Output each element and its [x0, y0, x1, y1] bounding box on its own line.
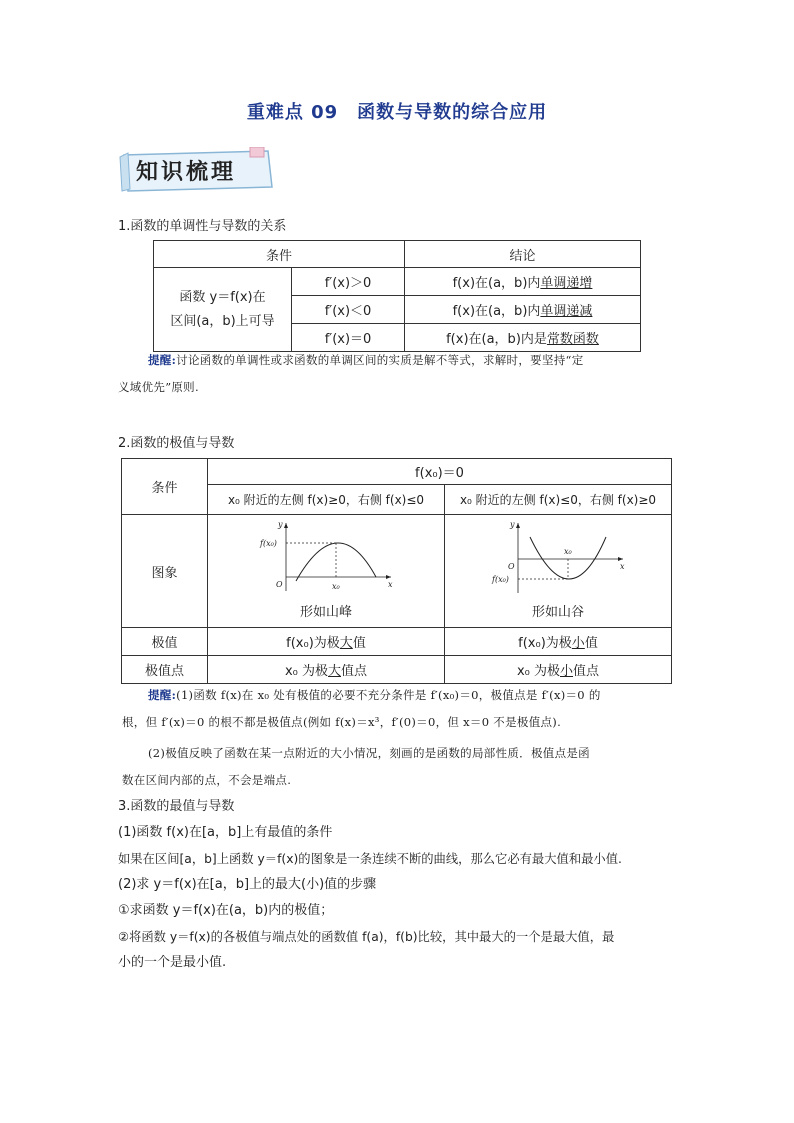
min-value: [445, 628, 672, 656]
left-condition: x₀ 附近的左侧 f(x)≥0，右侧 f(x)≤0: [208, 485, 445, 515]
header-conclusion: 结论: [405, 241, 641, 268]
key: 小: [571, 636, 585, 651]
text: 值点: [341, 664, 368, 679]
note-text: 数在区间内部的点，不会是端点.: [122, 773, 292, 787]
conclusion-prefix: f(x)在(a，b)内: [452, 304, 541, 319]
note-text: (2)极值反映了函数在某一点附近的大小情况，刻画的是函数的局部性质．极值点是函: [148, 746, 590, 760]
section-3: [118, 794, 683, 976]
condition-cell: [154, 268, 292, 352]
header-condition: 条件: [154, 241, 405, 268]
fx0-label: f(x₀): [492, 575, 509, 584]
conclusion-decreasing: [405, 296, 641, 324]
max-point: [208, 656, 445, 684]
valley-graph-cell: [445, 515, 672, 628]
note-label: 提醒:: [148, 688, 177, 702]
note-1: [118, 347, 676, 401]
note-text: (1)函数 f(x)在 x₀ 处有极值的必要不充分条件是 f′(x₀)＝0，极值点是 f′(x)＝0 的: [176, 688, 601, 702]
axis-y-label: y: [278, 520, 283, 529]
section-banner: [118, 147, 276, 193]
graph-label: 图象: [122, 515, 208, 628]
origin-label: O: [508, 562, 515, 571]
fx0-label: f(x₀): [260, 539, 277, 548]
s3-line-4: ①求函数 y＝f(x)在(a，b)内的极值；: [118, 903, 334, 918]
banner-label: 知识梳理: [136, 159, 237, 185]
derivative-zero: f′(x)＝0: [292, 324, 405, 352]
condition-line-1: 函数 y＝f(x)在: [179, 289, 266, 305]
section-2-heading: 2.函数的极值与导数: [118, 436, 235, 451]
right-condition: x₀ 附近的左侧 f(x)≤0，右侧 f(x)≥0: [445, 485, 672, 515]
axis-y-label: y: [510, 520, 515, 529]
x0-label: x₀: [332, 582, 340, 591]
condition-line-2: 区间(a，b)上可导: [170, 313, 275, 329]
text: 值: [584, 636, 598, 651]
note-2: [122, 682, 678, 794]
derivative-negative: f′(x)＜0: [292, 296, 405, 324]
extrema-table: [121, 458, 672, 684]
conclusion-increasing: [405, 268, 641, 296]
key: 大: [339, 636, 353, 651]
section-3-heading: 3.函数的最值与导数: [118, 799, 235, 814]
conclusion-prefix: f(x)在(a，b)内是: [446, 332, 547, 347]
s3-line-2: 如果在区间[a，b]上函数 y＝f(x)的图象是一条连续不断的曲线，那么它必有最大值和最小值.: [118, 852, 622, 866]
extreme-label: 极值: [122, 628, 208, 656]
page-title: 重难点 09 函数与导数的综合应用: [246, 102, 548, 123]
monotonicity-table: [153, 240, 641, 352]
key: 小: [560, 664, 574, 679]
note-text: 讨论函数的单调性或求函数的单调区间的实质是解不等式，求解时，要坚持“定: [176, 353, 584, 367]
s3-line-1: (1)函数 f(x)在[a，b]上有最值的条件: [118, 825, 333, 840]
note-text: 根，但 f′(x)＝0 的根不都是极值点(例如 f(x)＝x³，f′(0)＝0，但 x＝0 不是极值点).: [122, 715, 562, 729]
text: f(x₀)为极: [518, 636, 572, 651]
axis-x-label: x: [388, 580, 393, 589]
text: x₀ 为极: [284, 664, 328, 679]
top-header: f(x₀)＝0: [208, 459, 672, 485]
text: x₀ 为极: [516, 664, 560, 679]
text: 值点: [573, 664, 600, 679]
x0-label: x₀: [564, 547, 572, 556]
peak-graph: [256, 519, 396, 597]
conclusion-key: 常数函数: [546, 332, 599, 347]
point-label: 极值点: [122, 656, 208, 684]
max-value: [208, 628, 445, 656]
s3-line-5: ②将函数 y＝f(x)的各极值与端点处的函数值 f(a)，f(b)比较，其中最大的一个是最大值，最: [118, 930, 615, 944]
peak-caption: 形如山峰: [299, 605, 352, 620]
s3-line-3: (2)求 y＝f(x)在[a，b]上的最大(小)值的步骤: [118, 877, 377, 892]
valley-graph: [488, 519, 628, 597]
valley-caption: 形如山谷: [531, 605, 584, 620]
text: f(x₀)为极: [286, 636, 340, 651]
origin-label: O: [276, 580, 283, 589]
text: 值: [352, 636, 366, 651]
derivative-positive: f′(x)＞0: [292, 268, 405, 296]
cond-label: 条件: [122, 459, 208, 515]
min-point: [445, 656, 672, 684]
key: 大: [328, 664, 342, 679]
section-1-heading: 1.函数的单调性与导数的关系: [118, 219, 287, 234]
conclusion-prefix: f(x)在(a，b)内: [452, 276, 541, 291]
conclusion-key: 单调递减: [540, 304, 593, 319]
note-text-2: 义域优先”原则.: [118, 380, 199, 394]
axis-x-label: x: [620, 562, 625, 571]
conclusion-key: 单调递增: [540, 276, 593, 291]
peak-graph-cell: [208, 515, 445, 628]
note-label: 提醒:: [148, 353, 177, 367]
s3-line-6: 小的一个是最小值.: [118, 955, 227, 970]
